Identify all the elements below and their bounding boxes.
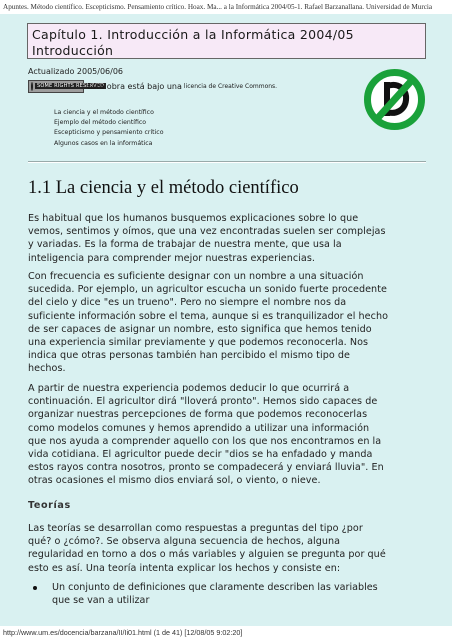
chapter-title-box <box>27 23 426 59</box>
text-line: A partir de nuestra experiencia podemos deducir lo que ocurrirá a <box>28 383 350 394</box>
text-line: vida cotidiana. El agricultor puede decir "dios se ha enfadado y manda <box>28 449 373 461</box>
text-line: sucedida. Por ejemplo, un agricultor escucha un sonido fuerte procedente <box>28 284 387 296</box>
text-line: organizar nuestras percepciones de forma que podemos reconocerlas <box>28 409 368 421</box>
text-line: Con frecuencia es suficiente designar con un nombre a una situación <box>28 271 364 282</box>
text-line: esto es así. Una teoría intenta explicar los hechos y consiste en: <box>28 562 341 574</box>
chapter-subtitle: Introducción <box>32 43 114 58</box>
license-link[interactable]: licencia de Creative Commons. <box>183 82 278 90</box>
text-line: vemos, sentimos y oímos, que una vez encontradas suelen ser complejas <box>28 226 386 238</box>
text-line: y variadas. Es la forma de trabajar de nuestra mente, que usa la <box>28 239 342 251</box>
toc-item[interactable]: Escepticismo y pensamiento crítico <box>54 129 164 137</box>
bullet-icon <box>33 586 37 590</box>
section-title: 1.1 La ciencia y el método científico <box>28 178 299 198</box>
text-line: de ser capaces de asignar un nombre, esto significa que hemos tenido <box>28 323 372 335</box>
no-religion-logo-icon <box>363 68 426 131</box>
license-text: Esta obra está bajo una <box>87 81 182 91</box>
text-line: regularidad en torno a dos o más variables y alguien se pregunta por qué <box>28 549 386 561</box>
divider <box>28 161 426 163</box>
paragraph-3 <box>28 382 426 488</box>
text-line: indica que otras personas también han percibido el mismo tipo de <box>28 350 350 362</box>
paragraph-theories <box>28 522 426 575</box>
chapter-title: Capítulo 1. Introducción a la Informática 2004/05 <box>32 27 354 42</box>
table-of-contents <box>54 108 164 149</box>
toc-item[interactable]: Ejemplo del método científico <box>54 119 147 127</box>
text-line: otras ocasiones el mismo dios enviará sol, o viento, o nieve. <box>28 475 321 487</box>
text-line: del cielo y dice "es un trueno". Pero no siempre el nombre nos da <box>28 297 347 309</box>
paragraph-2 <box>28 270 426 376</box>
text-line: inteligencia para comprender mejor nuestras experiencias. <box>28 252 315 264</box>
updated-date: Actualizado 2005/06/06 <box>28 67 124 76</box>
text-line: Las teorías se desarrollan como respuestas a preguntas del tipo ¿por <box>28 523 363 534</box>
text-line: que nos ayuda a comprender aquello con los que nos encontramos en la <box>28 435 382 447</box>
creative-commons-badge[interactable] <box>28 80 105 93</box>
text-line: suficiente información sobre el tema, aunque si es tranquilizador el hecho <box>28 310 388 322</box>
text-line: una experiencia similar previamente y que podemos reconocerla. Nos <box>28 337 369 349</box>
paragraph-1 <box>28 212 426 265</box>
pdf-running-header: Apuntes. Método científico. Escepticismo. Pensamiento crítico. Hoax. Ma... a la Informática 2004/05-1. Rafael Barzanallana. Universidad de Murcia <box>0 0 452 14</box>
text-line: estos rayos contra nosotros, pronto se compadecerá y enviará lluvia". En <box>28 462 384 474</box>
pdf-footer-url: http://www.um.es/docencia/barzana/II/Ii01.html (1 de 41) [12/08/05 9:02:20] <box>0 626 452 640</box>
text-line: que se van a utilizar <box>52 595 150 607</box>
cc-icon <box>31 82 33 91</box>
text-line: hechos. <box>28 363 66 375</box>
text-line: como modelos comunes y hemos aprendido a utilizar una información <box>28 422 370 434</box>
cc-badge-text: SOME RIGHTS RESERVED <box>37 83 105 89</box>
subheading-teorias: Teorías <box>28 500 71 511</box>
text-line: Es habitual que los humanos busquemos explicaciones sobre lo que <box>28 213 359 224</box>
text-line: qué? o ¿cómo?. Se observa alguna secuencia de hechos, alguna <box>28 536 341 548</box>
toc-item[interactable]: La ciencia y el método científico <box>54 109 154 116</box>
toc-item[interactable]: Algunos casos en la informática <box>54 139 153 147</box>
text-line: Un conjunto de definiciones que claramente describen las variables <box>52 582 378 593</box>
text-line: continuación. El agricultor dirá "lloverá pronto". Hemos sido capaces de <box>28 396 378 408</box>
list-item <box>34 581 378 607</box>
license-row <box>28 79 277 93</box>
